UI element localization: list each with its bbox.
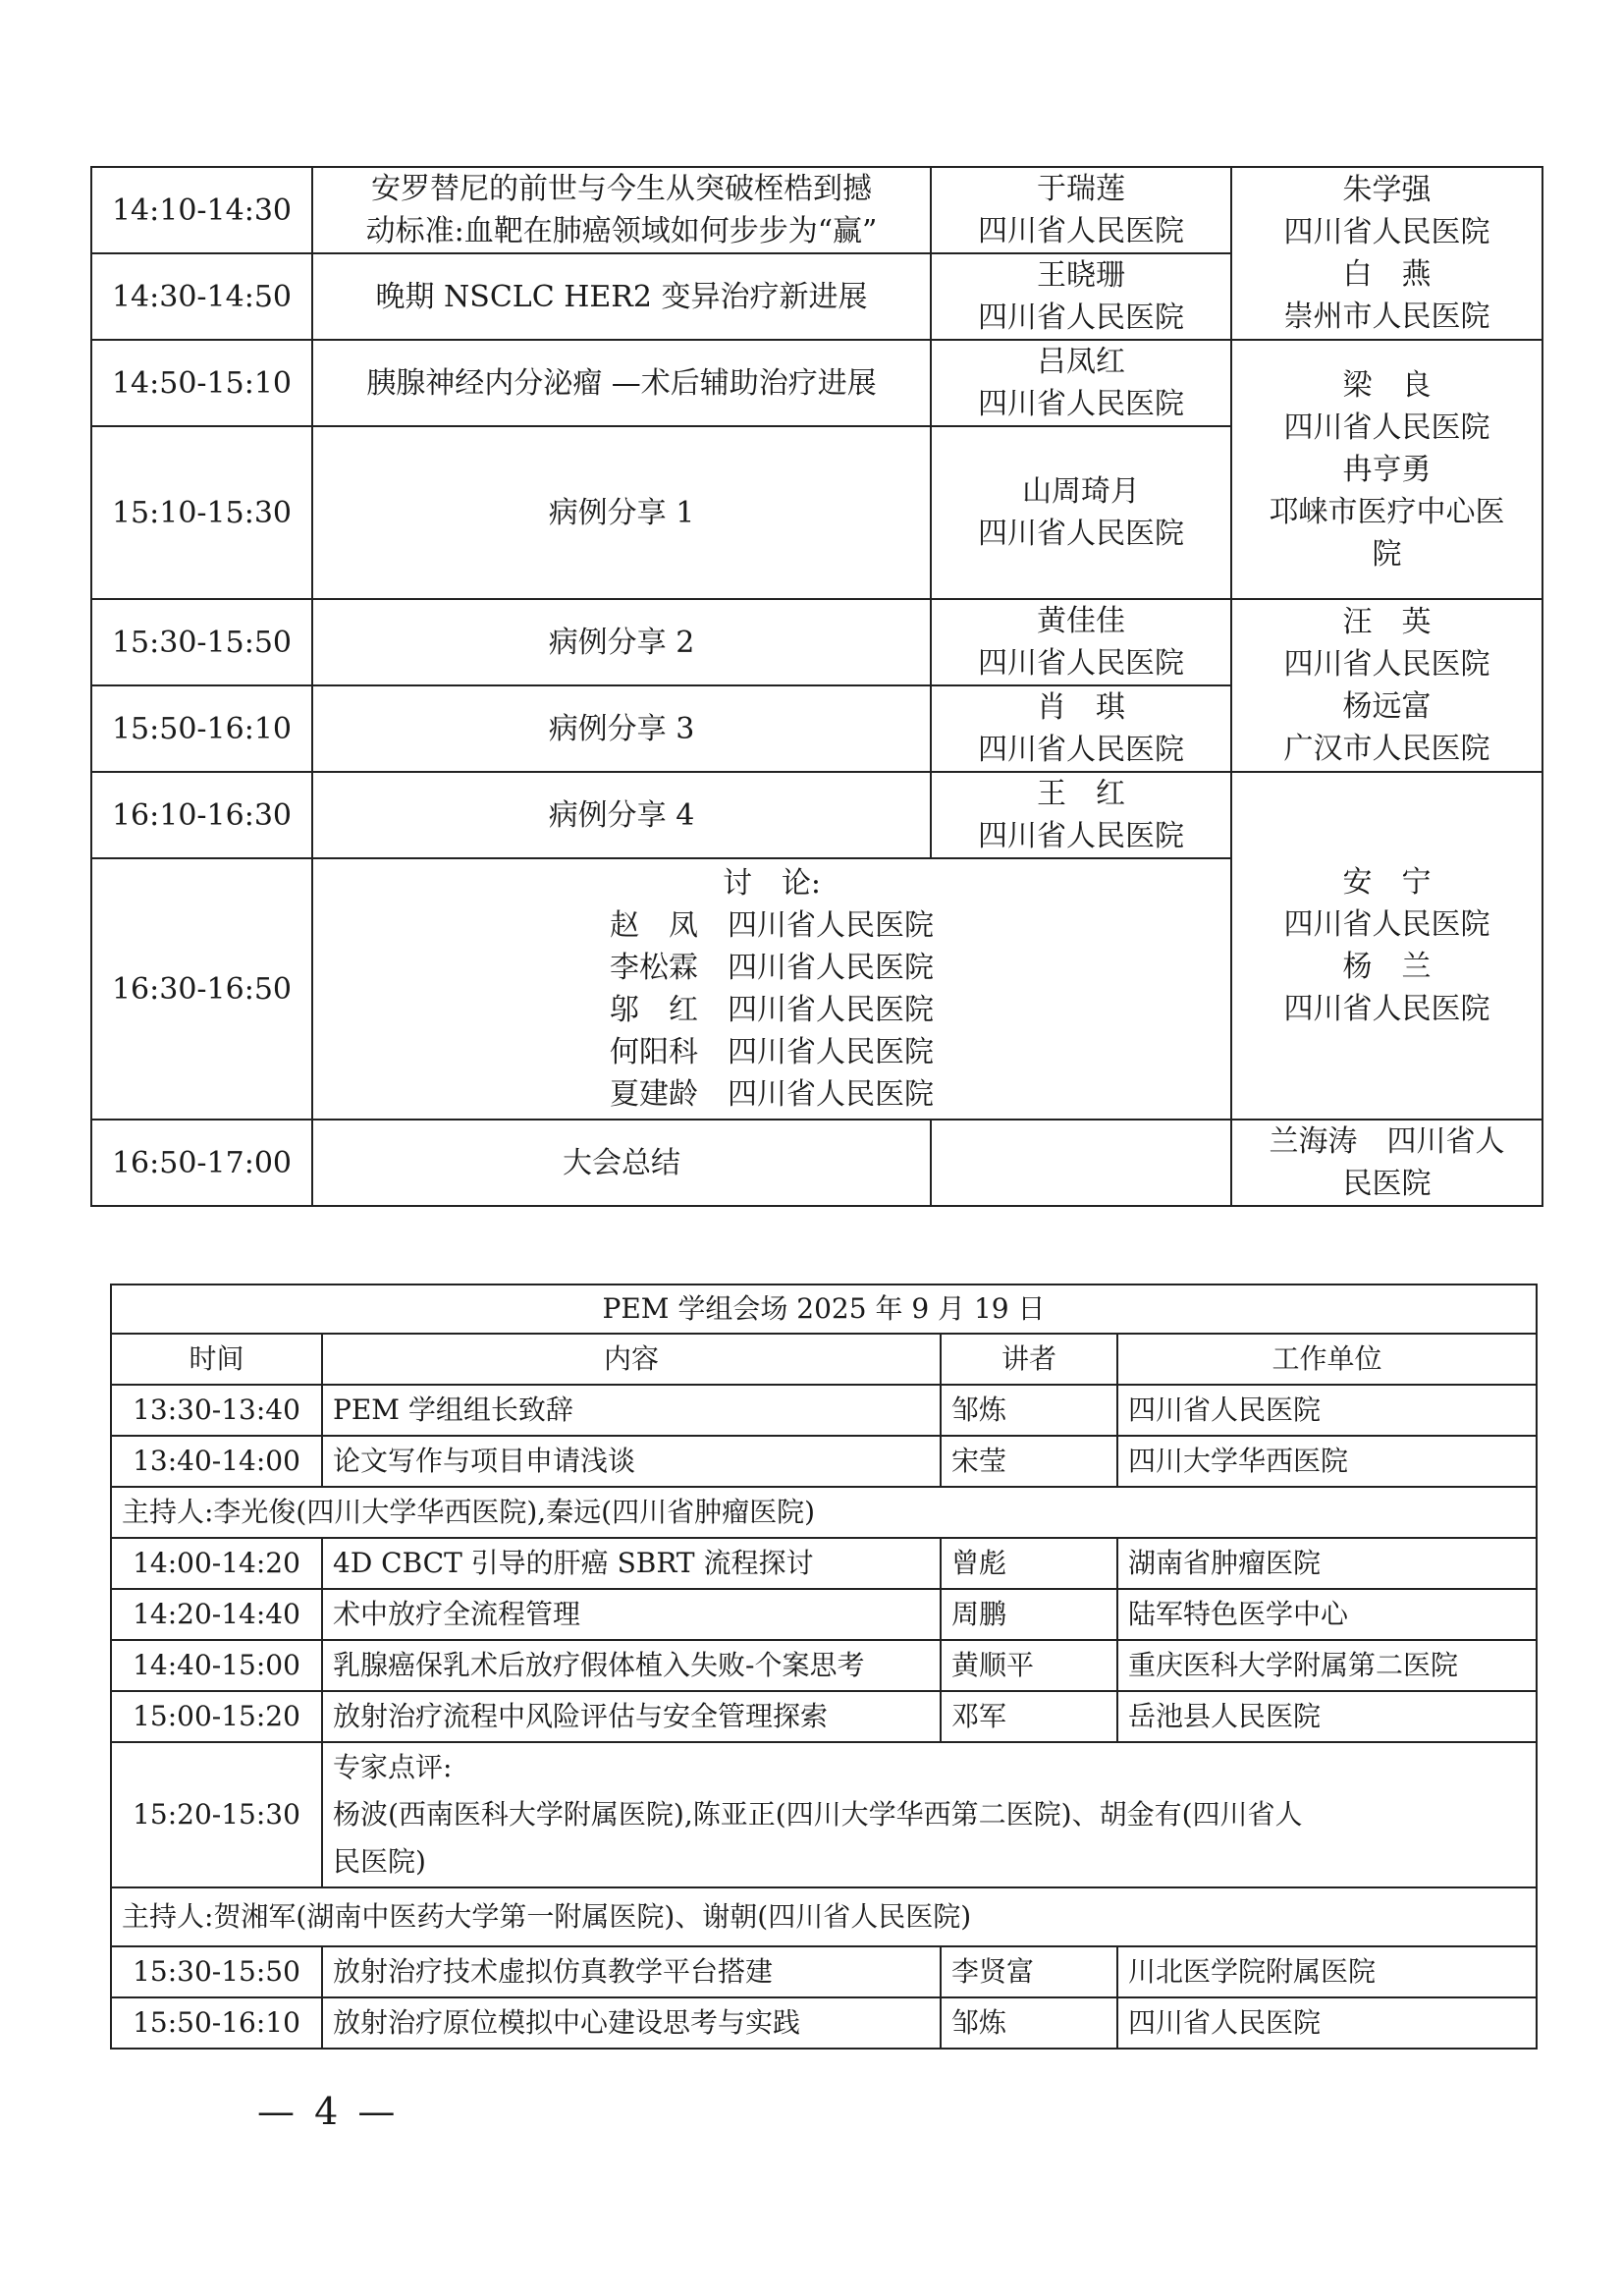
review-row bbox=[111, 1742, 1537, 1887]
table-row bbox=[111, 1385, 1537, 1436]
chair-cell: 汪 英 四川省人民医院 杨远富 广汉市人民医院 bbox=[1231, 599, 1542, 772]
time-cell: 14:10-14:30 bbox=[91, 167, 312, 253]
content-cell: 论文写作与项目申请浅谈 bbox=[322, 1436, 941, 1487]
time-cell: 16:50-17:00 bbox=[91, 1120, 312, 1206]
host-cell: 主持人:李光俊(四川大学华西医院),秦远(四川省肿瘤医院) bbox=[111, 1487, 1537, 1538]
time-cell: 14:50-15:10 bbox=[91, 340, 312, 426]
speaker-cell: 肖 琪 四川省人民医院 bbox=[931, 685, 1231, 772]
chair-cell: 兰海涛 四川省人 民医院 bbox=[1231, 1120, 1542, 1206]
org-cell: 四川大学华西医院 bbox=[1117, 1436, 1537, 1487]
time-cell: 15:20-15:30 bbox=[111, 1742, 322, 1887]
discussant: 李松霖 四川省人民医院 bbox=[610, 951, 934, 985]
chair-cell: 安 宁 四川省人民医院 杨 兰 四川省人民医院 bbox=[1231, 772, 1542, 1120]
topic-cell: 病例分享 2 bbox=[312, 599, 931, 685]
org-cell: 川北医学院附属医院 bbox=[1117, 1946, 1537, 1997]
time-cell: 14:00-14:20 bbox=[111, 1538, 322, 1589]
table-row bbox=[91, 599, 1542, 685]
page-number: — 4 — bbox=[257, 2090, 400, 2133]
table-row bbox=[111, 1640, 1537, 1691]
pem-session-table bbox=[110, 1284, 1538, 2050]
topic-cell: 病例分享 4 bbox=[312, 772, 931, 858]
table-row bbox=[91, 167, 1542, 253]
speaker-cell: 李贤富 bbox=[941, 1946, 1117, 1997]
table-row bbox=[111, 1946, 1537, 1997]
org-cell: 湖南省肿瘤医院 bbox=[1117, 1538, 1537, 1589]
header-content: 内容 bbox=[322, 1334, 941, 1385]
table-row bbox=[91, 1120, 1542, 1206]
speaker-cell: 邓军 bbox=[941, 1691, 1117, 1742]
speaker-cell: 黄佳佳 四川省人民医院 bbox=[931, 599, 1231, 685]
time-cell: 15:30-15:50 bbox=[91, 599, 312, 685]
content-cell: PEM 学组组长致辞 bbox=[322, 1385, 941, 1436]
content-cell: 放射治疗技术虚拟仿真教学平台搭建 bbox=[322, 1946, 941, 1997]
org-cell: 四川省人民医院 bbox=[1117, 1997, 1537, 2049]
host-row bbox=[111, 1887, 1537, 1946]
org-cell: 陆军特色医学中心 bbox=[1117, 1589, 1537, 1640]
speaker-cell: 周鹏 bbox=[941, 1589, 1117, 1640]
table-row bbox=[111, 1997, 1537, 2049]
time-cell: 13:40-14:00 bbox=[111, 1436, 322, 1487]
review-title: 专家点评: bbox=[333, 1751, 453, 1783]
time-cell: 15:00-15:20 bbox=[111, 1691, 322, 1742]
content-cell: 乳腺癌保乳术后放疗假体植入失败-个案思考 bbox=[322, 1640, 941, 1691]
speaker-cell bbox=[931, 1120, 1231, 1206]
time-cell: 14:20-14:40 bbox=[111, 1589, 322, 1640]
org-cell: 四川省人民医院 bbox=[1117, 1385, 1537, 1436]
speaker-cell: 邹炼 bbox=[941, 1997, 1117, 2049]
discussion-cell bbox=[312, 858, 1231, 1120]
time-cell: 14:30-14:50 bbox=[91, 253, 312, 340]
time-cell: 15:30-15:50 bbox=[111, 1946, 322, 1997]
header-time: 时间 bbox=[111, 1334, 322, 1385]
chair-cell: 梁 良 四川省人民医院 冉亨勇 邛崃市医疗中心医 院 bbox=[1231, 340, 1542, 599]
discussant: 赵 凤 四川省人民医院 bbox=[610, 908, 934, 943]
chair-cell: 朱学强 四川省人民医院 白 燕 崇州市人民医院 bbox=[1231, 167, 1542, 340]
time-cell: 16:10-16:30 bbox=[91, 772, 312, 858]
table-title-row bbox=[111, 1285, 1537, 1334]
review-cell bbox=[322, 1742, 1537, 1887]
content-cell: 术中放疗全流程管理 bbox=[322, 1589, 941, 1640]
speaker-cell: 于瑞莲 四川省人民医院 bbox=[931, 167, 1231, 253]
header-speaker: 讲者 bbox=[941, 1334, 1117, 1385]
time-cell: 15:50-16:10 bbox=[91, 685, 312, 772]
org-cell: 岳池县人民医院 bbox=[1117, 1691, 1537, 1742]
topic-cell: 晚期 NSCLC HER2 变异治疗新进展 bbox=[312, 253, 931, 340]
speaker-cell: 王晓珊 四川省人民医院 bbox=[931, 253, 1231, 340]
time-cell: 14:40-15:00 bbox=[111, 1640, 322, 1691]
table-title: PEM 学组会场 2025 年 9 月 19 日 bbox=[111, 1285, 1537, 1334]
discussant: 何阳科 四川省人民医院 bbox=[610, 1035, 934, 1069]
review-experts-cont: 民医院) bbox=[333, 1845, 426, 1878]
time-cell: 15:50-16:10 bbox=[111, 1997, 322, 2049]
content-cell: 放射治疗流程中风险评估与安全管理探索 bbox=[322, 1691, 941, 1742]
discussant: 邬 红 四川省人民医院 bbox=[610, 993, 934, 1027]
schedule-table bbox=[90, 166, 1543, 1207]
topic-cell: 安罗替尼的前世与今生从突破桎梏到撼 动标准:血靶在肺癌领域如何步步为“赢” bbox=[312, 167, 931, 253]
speaker-cell: 山周琦月 四川省人民医院 bbox=[931, 426, 1231, 599]
org-cell: 重庆医科大学附属第二医院 bbox=[1117, 1640, 1537, 1691]
speaker-cell: 宋莹 bbox=[941, 1436, 1117, 1487]
table-row bbox=[91, 772, 1542, 858]
topic-cell: 病例分享 1 bbox=[312, 426, 931, 599]
table-header-row bbox=[111, 1334, 1537, 1385]
review-experts: 杨波(西南医科大学附属医院),陈亚正(四川大学华西第二医院)、胡金有(四川省人 bbox=[333, 1798, 1303, 1831]
host-cell: 主持人:贺湘军(湖南中医药大学第一附属医院)、谢朝(四川省人民医院) bbox=[111, 1887, 1537, 1946]
time-cell: 15:10-15:30 bbox=[91, 426, 312, 599]
speaker-cell: 黄顺平 bbox=[941, 1640, 1117, 1691]
discussion-title: 讨 论: bbox=[722, 866, 822, 901]
speaker-cell: 邹炼 bbox=[941, 1385, 1117, 1436]
discussant: 夏建龄 四川省人民医院 bbox=[610, 1077, 934, 1112]
table-row bbox=[91, 340, 1542, 426]
table-row bbox=[111, 1589, 1537, 1640]
table-row bbox=[111, 1691, 1537, 1742]
table-row bbox=[111, 1436, 1537, 1487]
content-cell: 4D CBCT 引导的肝癌 SBRT 流程探讨 bbox=[322, 1538, 941, 1589]
speaker-cell: 吕凤红 四川省人民医院 bbox=[931, 340, 1231, 426]
time-cell: 16:30-16:50 bbox=[91, 858, 312, 1120]
topic-cell: 病例分享 3 bbox=[312, 685, 931, 772]
header-org: 工作单位 bbox=[1117, 1334, 1537, 1385]
topic-cell: 大会总结 bbox=[312, 1120, 931, 1206]
topic-cell: 胰腺神经内分泌瘤 —术后辅助治疗进展 bbox=[312, 340, 931, 426]
content-cell: 放射治疗原位模拟中心建设思考与实践 bbox=[322, 1997, 941, 2049]
table-row bbox=[111, 1538, 1537, 1589]
time-cell: 13:30-13:40 bbox=[111, 1385, 322, 1436]
speaker-cell: 王 红 四川省人民医院 bbox=[931, 772, 1231, 858]
speaker-cell: 曾彪 bbox=[941, 1538, 1117, 1589]
host-row bbox=[111, 1487, 1537, 1538]
